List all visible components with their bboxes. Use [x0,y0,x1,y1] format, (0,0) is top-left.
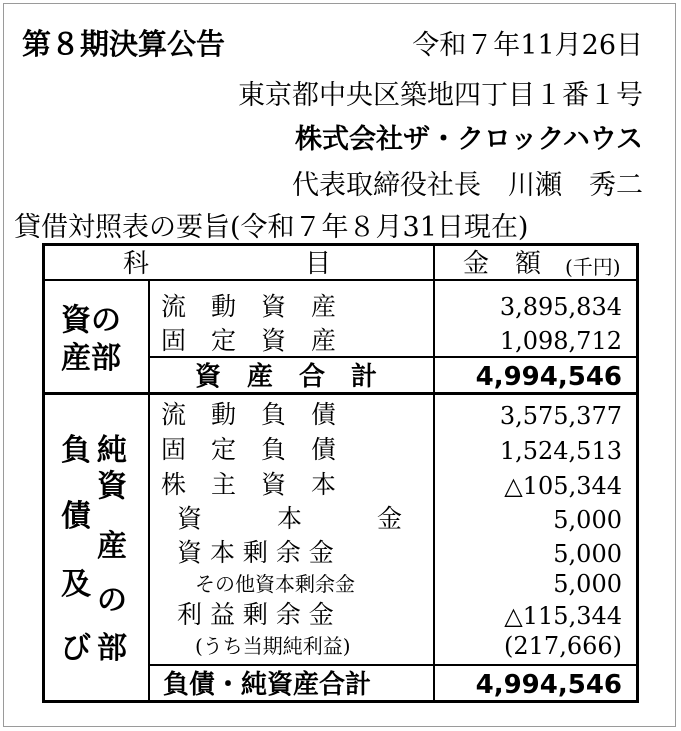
unit-label: (千円) [565,255,621,279]
liability-row-value: 5,000 [553,506,622,534]
liability-row-label: 流 動 負 債 [161,400,337,429]
subject-header: 科 目 [123,249,332,279]
liability-row-value: 1,524,513 [499,437,622,465]
asset-row-label: 固 定 資 産 [161,326,337,355]
asset-row-value: 3,895,834 [499,293,622,321]
balance-sheet-table [42,243,639,703]
amount-header: 金 額 [463,249,542,279]
liability-row-value: △115,344 [504,602,622,630]
liability-row-label: (うち当期純利益) [195,634,351,658]
liability-row-label: 利 益 剰 余 金 [177,600,334,629]
liability-row-value: (217,666) [504,632,622,660]
liability-row-label: 資 本 金 [177,504,403,533]
company-address: 東京都中央区築地四丁目１番１号 [238,80,643,111]
assets-total-line [150,356,636,358]
section-divider [45,392,636,395]
amount-column-line [433,246,435,700]
asset-row-label: 流 動 資 産 [161,292,337,321]
liabilities-group-char: の [97,583,127,618]
representative: 代表取締役社長 川瀬 秀二 [292,170,643,201]
liabilities-group-char: 及 [61,567,91,602]
assets-group-label-1: 資の [61,303,121,338]
assets-total-value: 4,994,546 [475,362,622,392]
liabilities-group-char: び [61,631,91,666]
group-column-line [148,281,150,700]
liability-row-value: △105,344 [504,472,622,500]
liability-row-value: 5,000 [553,570,622,598]
liabilities-group-char: 資 [97,469,127,504]
liability-row-value: 5,000 [553,540,622,568]
liability-row-label: その他資本剰余金 [195,572,355,596]
assets-total-label: 資 産 合 計 [195,362,378,392]
liabilities-group-char: 産 [97,529,127,564]
notice-title: 第８期決算公告 [22,27,226,61]
liabilities-total-value: 4,994,546 [475,670,622,700]
liabilities-total-label: 負債・純資産合計 [163,670,372,700]
liability-row-label: 資 本 剰 余 金 [177,538,334,567]
liabilities-group-char: 債 [61,499,91,534]
liabilities-group-char: 純 [97,433,127,468]
liabilities-group-char: 部 [97,631,127,666]
header-divider [45,279,636,281]
liability-row-value: 3,575,377 [499,402,622,430]
assets-group-label-2: 産部 [61,341,121,376]
liabilities-group-char: 負 [61,433,91,468]
asset-row-value: 1,098,712 [499,327,622,355]
liabilities-total-line [150,664,636,666]
liability-row-label: 固 定 負 債 [161,435,337,464]
notice-date: 令和７年11月26日 [412,30,643,61]
balance-sheet-title: 貸借対照表の要旨(令和７年８月31日現在) [14,212,529,243]
company-name: 株式会社ザ・クロックハウス [294,124,643,155]
liability-row-label: 株 主 資 本 [161,470,337,499]
